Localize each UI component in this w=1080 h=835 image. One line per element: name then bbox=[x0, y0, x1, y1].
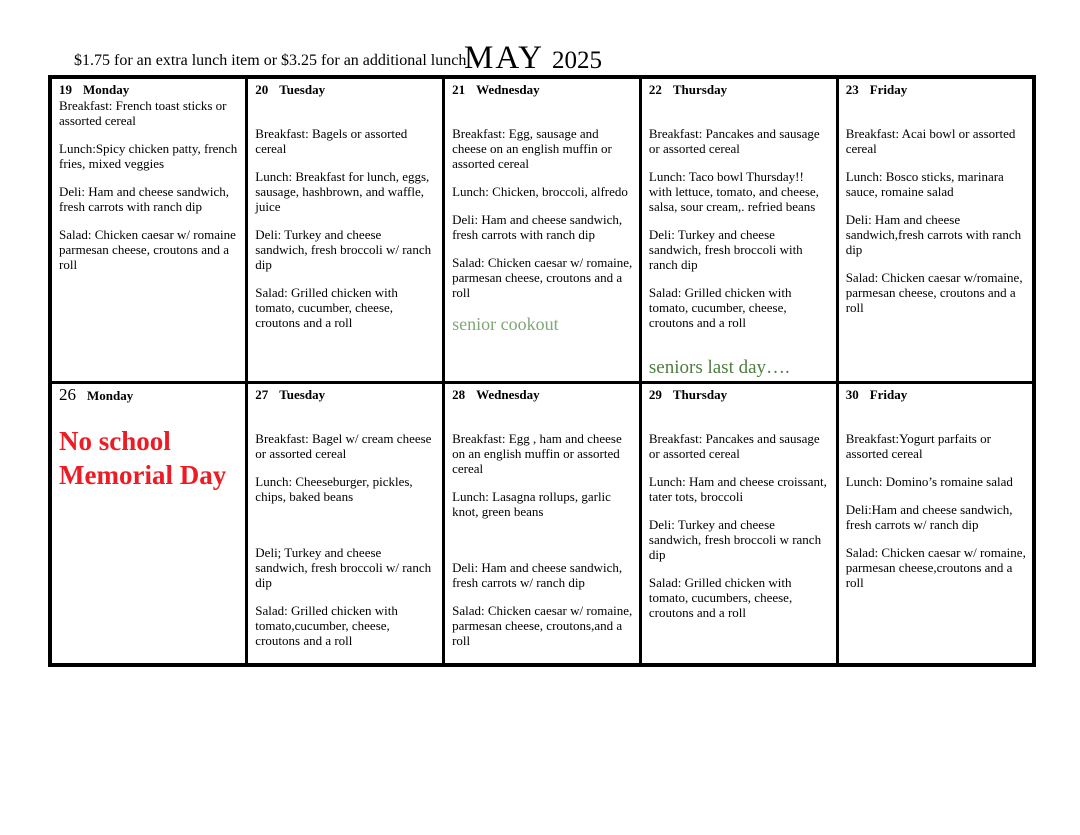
day-number: 19 bbox=[59, 82, 72, 97]
menu-paragraph bbox=[649, 403, 830, 418]
menu-paragraph bbox=[452, 98, 633, 113]
menu-paragraph: Deli: Ham and cheese sandwich, fresh carrots with ranch dip bbox=[59, 184, 230, 214]
menu-paragraph: Lunch: Bosco sticks, marinara sauce, romaine salad bbox=[845, 169, 1004, 199]
day-header bbox=[59, 81, 239, 98]
day-header bbox=[59, 386, 239, 404]
day-note: senior cookout bbox=[452, 314, 559, 334]
day-number: 29 bbox=[648, 387, 662, 402]
menu-paragraph: Breakfast: Pancakes and sausage or assorted cereal bbox=[648, 126, 820, 156]
menu-paragraph: Breakfast: Bagel w/ cream cheese or assorted cereal bbox=[255, 431, 432, 461]
day-note: No school Memorial Day bbox=[59, 426, 227, 490]
day-number: 22 bbox=[648, 82, 662, 97]
menu-paragraph: Lunch: Ham and cheese croissant, tater tots, broccoli bbox=[648, 474, 827, 504]
menu-paragraph: Deli:Ham and cheese sandwich, fresh carrots w/ ranch dip bbox=[845, 502, 1013, 532]
week-row bbox=[50, 383, 1034, 666]
day-cell-monday bbox=[50, 383, 247, 666]
day-number: 30 bbox=[845, 387, 859, 402]
day-number: 23 bbox=[845, 82, 859, 97]
day-header bbox=[649, 81, 830, 98]
menu-paragraph bbox=[452, 532, 633, 547]
menu-paragraph: Lunch: Breakfast for lunch, eggs, sausage, hashbrown, and waffle, juice bbox=[255, 169, 430, 214]
menu-paragraph: Deli: Turkey and cheese sandwich, fresh broccoli w ranch dip bbox=[648, 517, 822, 562]
day-cell-thursday bbox=[640, 383, 837, 666]
menu-paragraph bbox=[255, 98, 436, 113]
menu-paragraph: Deli: Turkey and cheese sandwich, fresh broccoli w/ ranch dip bbox=[255, 227, 432, 272]
day-name: Monday bbox=[83, 82, 130, 97]
day-header bbox=[452, 81, 633, 98]
menu-paragraph: Deli; Turkey and cheese sandwich, fresh broccoli w/ ranch dip bbox=[255, 545, 432, 590]
day-name: Tuesday bbox=[279, 387, 326, 402]
menu-paragraph: Salad: Grilled chicken with tomato, cucumber, cheese, croutons and a roll bbox=[648, 285, 792, 330]
menu-paragraph: Breakfast: Pancakes and sausage or assorted cereal bbox=[648, 431, 820, 461]
menu-paragraph: Deli: Ham and cheese sandwich, fresh carrots w/ ranch dip bbox=[452, 560, 623, 590]
menu-paragraph: Breakfast: Egg, sausage and cheese on an english muffin or assorted cereal bbox=[452, 126, 612, 171]
menu-paragraph: Lunch: Chicken, broccoli, alfredo bbox=[452, 184, 628, 199]
menu-paragraph: Breakfast: French toast sticks or assorted cereal bbox=[59, 98, 227, 128]
menu-paragraph: Lunch: Taco bowl Thursday!! with lettuce, tomato, and cheese, salsa, sour cream,. refried beans bbox=[648, 169, 819, 214]
menu-paragraph: Salad: Grilled chicken with tomato,cucumber, cheese, croutons and a roll bbox=[255, 603, 398, 648]
day-name: Friday bbox=[869, 387, 908, 402]
day-number: 27 bbox=[255, 387, 269, 402]
day-cell-wednesday bbox=[444, 383, 641, 666]
menu-paragraph bbox=[846, 403, 1026, 418]
menu-paragraph: Salad: Chicken caesar w/ romaine, parmesan cheese,croutons and a roll bbox=[845, 545, 1026, 590]
day-header bbox=[255, 386, 436, 403]
menu-paragraph: Lunch: Lasagna rollups, garlic knot, green beans bbox=[452, 489, 611, 519]
menu-paragraph: Breakfast: Egg , ham and cheese on an english muffin or assorted cereal bbox=[452, 431, 622, 476]
day-number: 20 bbox=[255, 82, 269, 97]
day-note: seniors last day…. bbox=[648, 357, 790, 378]
menu-paragraph: Salad: Chicken caesar w/romaine, parmesan cheese, croutons and a roll bbox=[845, 270, 1023, 315]
menu-paragraph bbox=[452, 403, 633, 418]
day-number: 28 bbox=[452, 387, 466, 402]
day-name: Monday bbox=[87, 388, 134, 403]
menu-paragraph: Deli: Turkey and cheese sandwich, fresh broccoli with ranch dip bbox=[648, 227, 803, 272]
menu-paragraph: Breakfast: Acai bowl or assorted cereal bbox=[845, 126, 1016, 156]
day-header bbox=[255, 81, 436, 98]
menu-paragraph: Salad: Grilled chicken with tomato, cucumber, cheese, croutons and a roll bbox=[255, 285, 398, 330]
menu-paragraph bbox=[255, 517, 436, 532]
price-note: $1.75 for an extra lunch item or $3.25 for an additional lunch bbox=[74, 52, 467, 69]
week-row bbox=[50, 77, 1034, 383]
day-cell-tuesday bbox=[247, 383, 444, 666]
day-cell-tuesday bbox=[247, 77, 444, 383]
menu-paragraph bbox=[846, 98, 1026, 113]
month-title bbox=[464, 40, 602, 77]
day-cell-thursday bbox=[640, 77, 837, 383]
day-name: Thursday bbox=[672, 387, 728, 402]
month-label: MAY bbox=[464, 40, 544, 76]
day-cell-wednesday bbox=[444, 77, 641, 383]
menu-paragraph: Lunch: Cheeseburger, pickles, chips, baked beans bbox=[255, 474, 413, 504]
day-name: Thursday bbox=[672, 82, 728, 97]
day-header bbox=[649, 386, 830, 403]
menu-paragraph: Lunch:Spicy chicken patty, french fries, mixed veggies bbox=[59, 141, 238, 171]
menu-paragraph: Deli: Ham and cheese sandwich,fresh carrots with ranch dip bbox=[845, 212, 1022, 257]
menu-paragraph: Salad: Chicken caesar w/ romaine, parmesan cheese, croutons and a roll bbox=[452, 255, 633, 300]
day-cell-friday bbox=[837, 77, 1034, 383]
menu-paragraph: Deli: Ham and cheese sandwich, fresh carrots with ranch dip bbox=[452, 212, 623, 242]
day-name: Tuesday bbox=[279, 82, 326, 97]
menu-paragraph: Salad: Chicken caesar w/ romaine, parmesan cheese, croutons,and a roll bbox=[452, 603, 633, 648]
menu-paragraph: Breakfast: Bagels or assorted cereal bbox=[255, 126, 408, 156]
day-header bbox=[452, 386, 633, 403]
day-number: 26 bbox=[59, 385, 76, 404]
menu-paragraph: Salad: Grilled chicken with tomato, cucumbers, cheese, croutons and a roll bbox=[648, 575, 793, 620]
day-header bbox=[846, 386, 1026, 403]
menu-paragraph: Breakfast:Yogurt parfaits or assorted cereal bbox=[845, 431, 991, 461]
day-number: 21 bbox=[452, 82, 466, 97]
day-cell-monday bbox=[50, 77, 247, 383]
year-label: 2025 bbox=[551, 47, 602, 74]
day-name: Friday bbox=[869, 82, 908, 97]
day-name: Wednesday bbox=[476, 387, 540, 402]
day-header bbox=[846, 81, 1026, 98]
menu-paragraph bbox=[255, 403, 436, 418]
day-name: Wednesday bbox=[476, 82, 540, 97]
menu-paragraph: Salad: Chicken caesar w/ romaine parmesan cheese, croutons and a roll bbox=[59, 227, 236, 272]
menu-calendar bbox=[48, 75, 1036, 667]
menu-paragraph bbox=[649, 98, 830, 113]
day-cell-friday bbox=[837, 383, 1034, 666]
menu-paragraph: Lunch: Domino’s romaine salad bbox=[845, 474, 1013, 489]
